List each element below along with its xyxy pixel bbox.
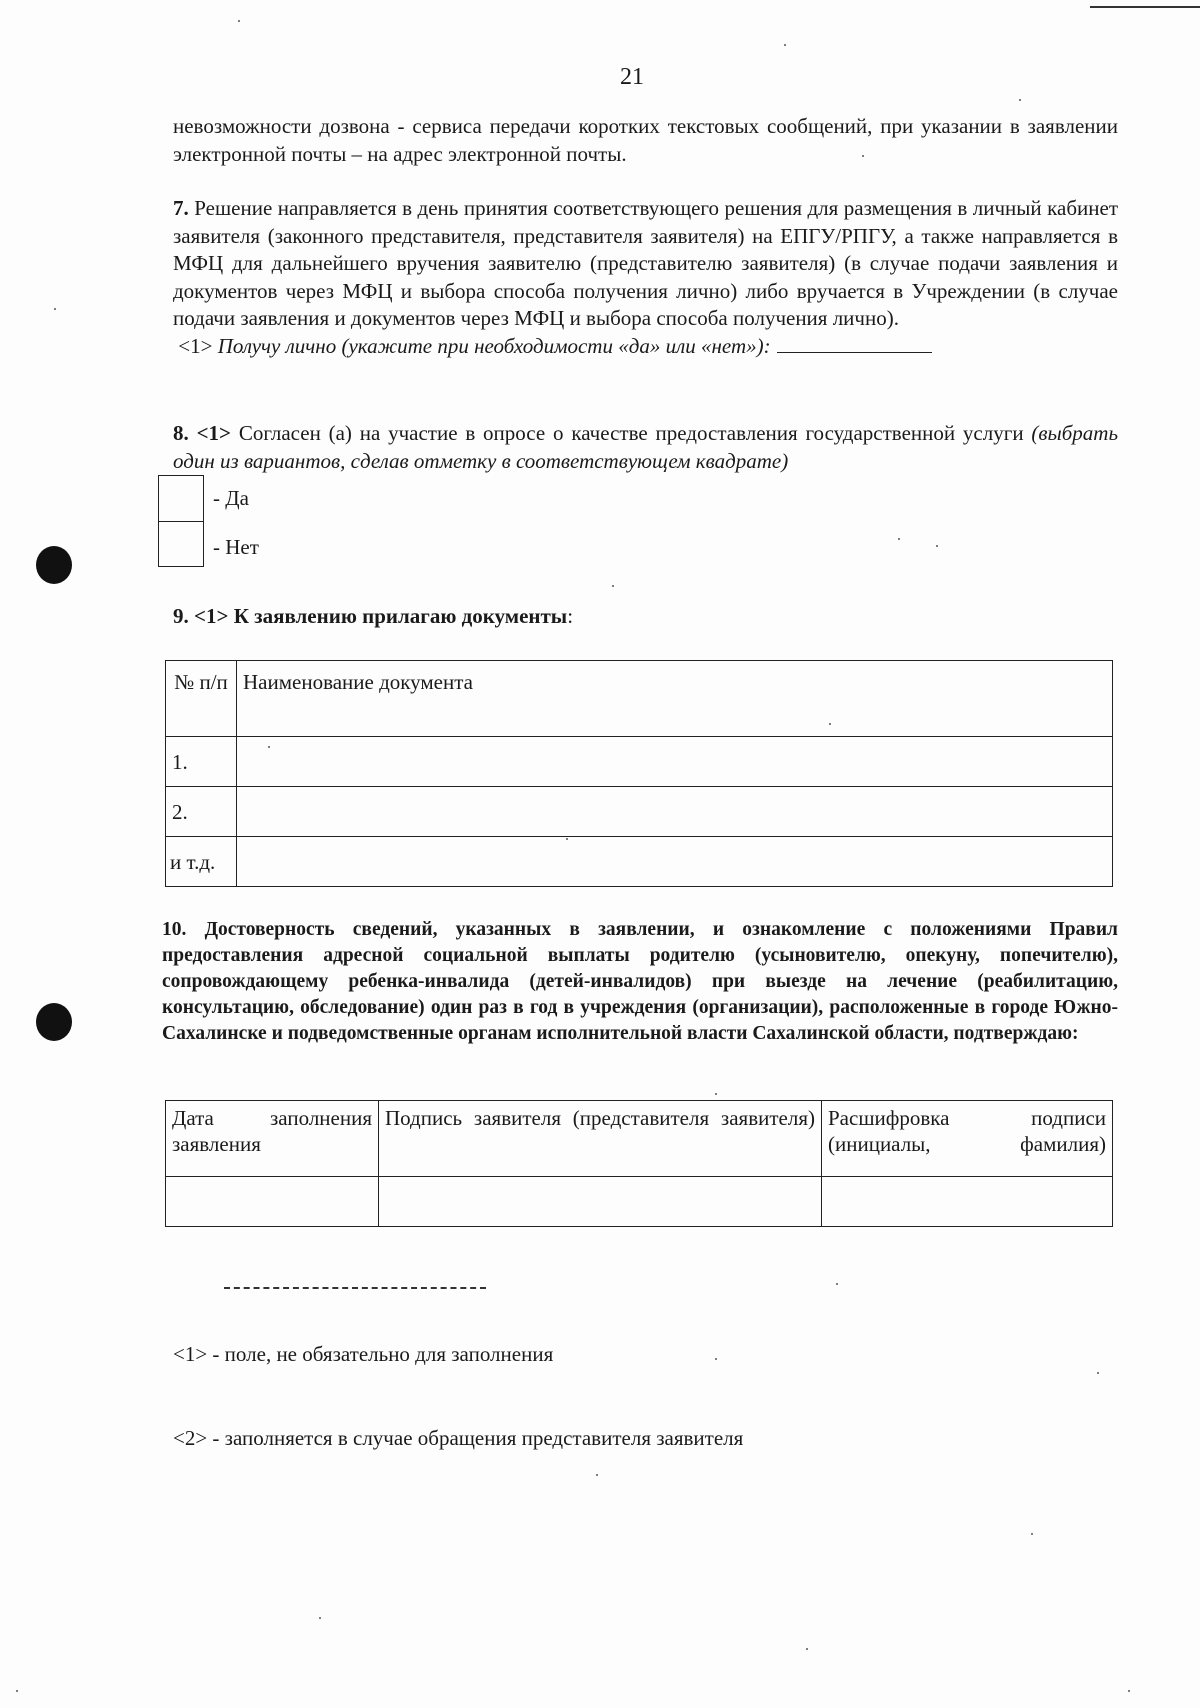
row-number-cell: 2.	[166, 787, 237, 837]
scan-speck	[836, 1283, 838, 1285]
footnote-separator	[224, 1287, 486, 1289]
scan-speck	[238, 20, 240, 22]
section-9-heading	[173, 603, 1118, 631]
section-9-heading-text	[173, 603, 1118, 631]
personal-receipt-prompt: Получу лично (укажите при необходимости «да» или «нет»):	[217, 333, 771, 358]
scan-speck	[612, 585, 614, 587]
row-name-cell[interactable]	[237, 737, 1113, 787]
scan-speck	[936, 545, 938, 547]
table-row	[166, 787, 1113, 837]
date-cell[interactable]	[166, 1177, 379, 1227]
scan-edge-line	[1090, 6, 1200, 8]
section-7-body: Решение направляется в день принятия соответствующего решения для размещения в личный кабинет заявителя (законного представителя, представителя заявителя) на ЕПГУ/РПГУ, а также направляется в МФЦ для дальнейшего вручения заявителю (представителю заявителя) (в случае подачи заявления и документов через МФЦ и выбора способа получения лично) либо вручается в Учреждении (в случае подачи заявления и документов через МФЦ и выбора способа получения лично).	[173, 196, 1118, 330]
section-7	[173, 195, 1118, 360]
option-no-label: - Нет	[213, 535, 259, 559]
col-header-number: № п/п	[166, 661, 237, 737]
footnote-1: <1> - поле, не обязательно для заполнения	[173, 1342, 554, 1366]
scan-speck	[715, 1358, 717, 1360]
row-name-cell[interactable]	[237, 837, 1113, 887]
scan-speck	[1019, 99, 1021, 101]
section-9-title: К заявлению прилагаю документы	[233, 604, 568, 628]
signature-table	[165, 1100, 1113, 1227]
punch-hole-mark	[36, 546, 72, 584]
scan-speck	[16, 1690, 18, 1692]
scan-speck	[784, 44, 786, 46]
section-9-number: 9.	[173, 604, 189, 628]
footnote-2: <2> - заполняется в случае обращения представителя заявителя	[173, 1426, 744, 1450]
section-7-number: 7.	[173, 196, 189, 220]
section-8-number: 8.	[173, 421, 189, 445]
documents-table	[165, 660, 1113, 887]
section-8-text	[173, 420, 1118, 475]
section-10-text: 10. Достоверность сведений, указанных в заявлении, и ознакомление с положениями Правил предоставления адресной социальной выплаты родителю (усыновителю, опекуну, попечителю), сопровождающему ребенка-инвалида (детей-инвалидов) при выезде на лечение (реабилитацию, консультацию, обследование) один раз в год в учреждения (организации), расположенные в городе Южно-Сахалинске и подведомственные органам исполнительной власти Сахалинской области, подтверждаю:	[162, 919, 1118, 1044]
col-header-name: Наименование документа	[237, 661, 1113, 737]
table-header-row	[166, 661, 1113, 737]
checkbox-no[interactable]	[158, 521, 204, 567]
col-header-date: Дата заполнения заявления	[166, 1101, 379, 1177]
scan-speck	[829, 723, 831, 725]
personal-receipt-blank[interactable]	[777, 334, 932, 353]
page-number: 21	[620, 64, 644, 90]
section-8-hint: (выбрать один из вариантов, сделав отметку в соответствующем квадрате)	[173, 421, 1119, 473]
personal-receipt-marker: <1>	[178, 333, 213, 358]
personal-receipt-line	[173, 333, 1118, 361]
scan-speck	[806, 1648, 808, 1650]
table-row	[166, 737, 1113, 787]
scan-speck	[1031, 1533, 1033, 1535]
scan-speck	[898, 538, 900, 540]
name-decoding-cell[interactable]	[822, 1177, 1113, 1227]
intro-text: невозможности дозвона - сервиса передачи коротких текстовых сообщений, при указании в заявлении электронной почты – на адрес электронной почты.	[173, 114, 1118, 166]
punch-hole-mark	[36, 1003, 72, 1041]
section-8	[173, 420, 1118, 475]
row-number-cell: 1.	[166, 737, 237, 787]
section-9-colon: :	[567, 604, 574, 628]
col-header-name-decoding: Расшифровка подписи (инициалы, фамилия)	[822, 1101, 1113, 1177]
col-header-signature: Подпись заявителя (представителя заявителя)	[379, 1101, 822, 1177]
scan-speck	[715, 1093, 717, 1095]
scan-speck	[596, 1474, 598, 1476]
scan-speck	[566, 838, 568, 840]
row-name-cell[interactable]	[237, 787, 1113, 837]
scan-speck	[268, 746, 270, 748]
scan-speck	[1097, 1372, 1099, 1374]
section-10	[162, 917, 1118, 1047]
signature-input-row	[166, 1177, 1113, 1227]
section-7-text	[173, 195, 1118, 333]
scan-speck	[54, 308, 56, 310]
scan-speck	[319, 1617, 321, 1619]
scan-speck	[1128, 1690, 1130, 1692]
row-number-cell: и т.д.	[166, 837, 237, 887]
section-8-body: Согласен (а) на участие в опросе о качестве предоставления государственной услуги	[238, 421, 1024, 445]
section-8-marker: <1>	[196, 421, 231, 445]
signature-cell[interactable]	[379, 1177, 822, 1227]
scan-speck	[862, 155, 864, 157]
table-row	[166, 837, 1113, 887]
checkbox-yes[interactable]	[158, 475, 204, 521]
intro-paragraph	[173, 113, 1118, 168]
signature-header-row	[166, 1101, 1113, 1177]
section-9-marker: <1>	[194, 604, 229, 628]
option-yes-label: - Да	[213, 486, 249, 510]
